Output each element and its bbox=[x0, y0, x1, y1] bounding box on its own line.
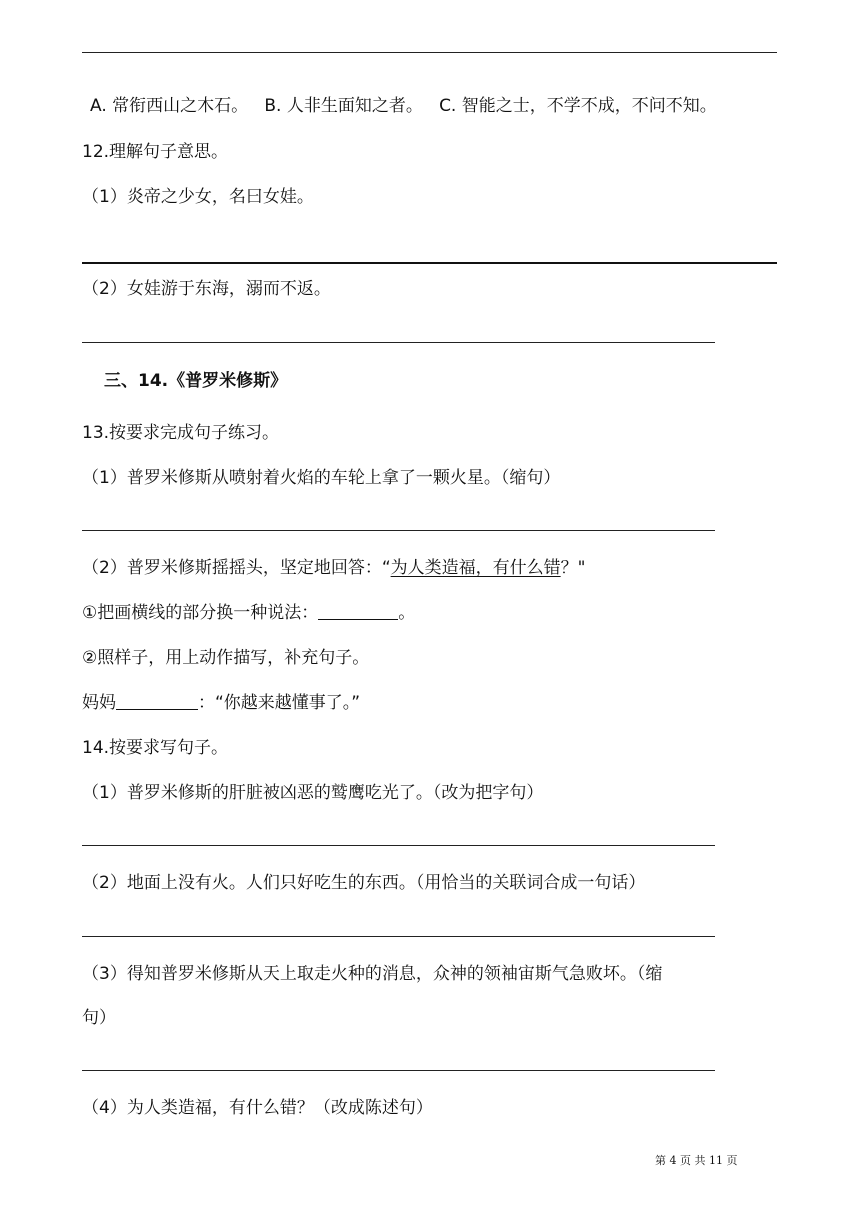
answer-line bbox=[82, 1070, 715, 1071]
answer-line bbox=[82, 52, 777, 53]
answer-line bbox=[82, 845, 715, 846]
option-b: B. 人非生面知之者。 bbox=[264, 96, 423, 116]
fill-blank[interactable] bbox=[116, 691, 198, 710]
question-13-sub-2: ②照样子，用上动作描写，补充句子。 bbox=[82, 648, 370, 668]
page-number: 第 4 页 共 11 页 bbox=[655, 1154, 738, 1167]
question-13-sub-1 bbox=[82, 601, 415, 625]
answer-line bbox=[82, 936, 715, 937]
question-12-title: 12.理解句子意思。 bbox=[82, 142, 229, 162]
question-12-sentence-1: （1）炎帝之少女，名曰女娃。 bbox=[82, 187, 314, 207]
option-c: C. 智能之士，不学不成，不问不知。 bbox=[439, 96, 717, 116]
answer-line bbox=[82, 262, 777, 264]
example-suffix: ：“你越来越懂事了。” bbox=[198, 693, 361, 713]
question-14-sentence-2: （2）地面上没有火。人们只好吃生的东西。（用恰当的关联词合成一句话） bbox=[82, 873, 646, 893]
answer-line bbox=[82, 530, 715, 531]
question-14-sentence-3-line-2: 句） bbox=[82, 1008, 116, 1028]
question-14-title: 14.按要求写句子。 bbox=[82, 738, 229, 758]
question-14-sentence-1: （1）普罗米修斯的肝脏被凶恶的鹫鹰吃光了。（改为把字句） bbox=[82, 783, 544, 803]
question-12-sentence-2: （2）女娃游于东海，溺而不返。 bbox=[82, 279, 331, 299]
option-a: A. 常衔西山之木石。 bbox=[90, 96, 249, 116]
option-row bbox=[90, 94, 717, 118]
fill-blank[interactable] bbox=[318, 601, 398, 620]
question-13-sentence-2 bbox=[82, 556, 585, 580]
question-13-sentence-1: （1）普罗米修斯从喷射着火焰的车轮上拿了一颗火星。（缩句） bbox=[82, 468, 561, 488]
sentence-2-suffix: ？" bbox=[560, 558, 586, 578]
section-3-title: 三、14.《普罗米修斯》 bbox=[104, 371, 288, 391]
example-prefix: 妈妈 bbox=[82, 693, 116, 713]
answer-line bbox=[82, 342, 715, 343]
sub-1-prefix: ①把画横线的部分换一种说法： bbox=[82, 603, 319, 623]
question-13-title: 13.按要求完成句子练习。 bbox=[82, 423, 280, 443]
question-13-example bbox=[82, 691, 360, 715]
underlined-phrase: 为人类造福，有什么错 bbox=[390, 558, 561, 578]
sentence-2-prefix: （2）普罗米修斯摇摇头，坚定地回答：“ bbox=[82, 558, 391, 578]
sub-1-suffix: 。 bbox=[398, 603, 416, 623]
question-14-sentence-4: （4）为人类造福，有什么错？（改成陈述句） bbox=[82, 1098, 433, 1118]
question-14-sentence-3-line-1: （3）得知普罗米修斯从天上取走火种的消息，众神的领袖宙斯气急败坏。（缩 bbox=[82, 964, 663, 984]
